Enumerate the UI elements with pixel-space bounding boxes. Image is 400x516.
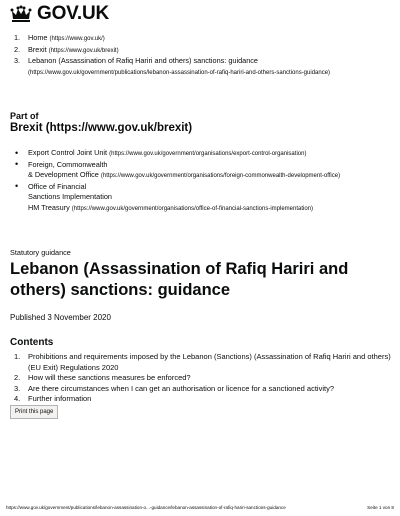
organisation-url: (https://www.gov.uk/government/organisations/foreign-commonwealth-development-office) xyxy=(100,173,341,179)
footer-url: https://www.gov.uk/government/publications/lebanon-assassination-o...-guidance/lebanon-assassination-of-rafiq-hariri-sanctions-guidance xyxy=(6,505,286,510)
print-page-button[interactable]: Print this page xyxy=(10,405,58,419)
contents-number: 2. xyxy=(14,373,21,382)
breadcrumb-item-brexit[interactable] xyxy=(12,45,394,57)
breadcrumb-item-current[interactable] xyxy=(12,56,394,78)
contents-list xyxy=(12,352,394,405)
breadcrumb-url: (https://www.gov.uk/government/publications/lebanon-assassination-of-rafiq-hariri-and-others-sanctions-guidance) xyxy=(28,69,331,76)
published-date: Published 3 November 2020 xyxy=(10,313,111,322)
contents-number: 3. xyxy=(14,383,21,393)
organisation-item[interactable] xyxy=(12,160,394,182)
organisation-name-line-2[interactable]: & Development Office xyxy=(28,170,99,179)
page-title: Lebanon (Assassination of Rafiq Hariri and others) sanctions: guidance xyxy=(10,260,349,299)
breadcrumb-url: (https://www.gov.uk/brexit) xyxy=(48,47,119,54)
breadcrumb-number: 1. xyxy=(14,33,21,42)
breadcrumb-item-home[interactable] xyxy=(12,33,394,45)
organisation-name[interactable]: • Foreign, Commonwealth xyxy=(28,159,108,169)
organisation-url: (https://www.gov.uk/government/organisations/export-control-organisation) xyxy=(109,151,307,157)
breadcrumb-number: 3. xyxy=(14,56,21,65)
contents-number: 4. xyxy=(14,394,21,403)
organisation-name[interactable]: • Office of Financial xyxy=(28,181,87,191)
footer-page-number: Seite 1 von 8 xyxy=(367,505,394,510)
contents-heading: Contents xyxy=(10,337,54,348)
contents-link[interactable]: How will these sanctions measures be enforced? xyxy=(28,373,191,382)
organisation-name-line-2[interactable]: Sanctions Implementation xyxy=(28,192,112,201)
breadcrumb-url: (https://www.gov.uk/) xyxy=(49,36,105,42)
organisation-item[interactable] xyxy=(12,148,394,160)
crown-icon xyxy=(10,5,32,23)
organisation-name-line-3[interactable]: HM Treasury xyxy=(28,202,70,212)
contents-item[interactable] xyxy=(12,394,394,405)
contents-item[interactable] xyxy=(12,352,394,373)
part-of-label: Part of xyxy=(10,111,39,121)
document-type: Statutory guidance xyxy=(10,248,71,257)
breadcrumb-label[interactable]: Lebanon (Assassination of Rafiq Hariri and others) sanctions: guidance xyxy=(28,56,258,65)
organisation-url: (https://www.gov.uk/government/organisations/office-of-financial-sanctions-implementation) xyxy=(71,205,314,212)
contents-link[interactable]: Further information xyxy=(28,394,92,403)
organisation-list xyxy=(12,148,394,214)
part-of-link[interactable]: Brexit (https://www.gov.uk/brexit) xyxy=(10,122,193,134)
organisation-item[interactable] xyxy=(12,182,394,215)
breadcrumb xyxy=(12,33,394,78)
contents-link[interactable]: Prohibitions and requirements imposed by the Lebanon (Sanctions) (Assassination of Rafiq Hariri and others) (EU Exit) Regulations 2020 xyxy=(28,352,391,372)
breadcrumb-label[interactable]: Brexit xyxy=(28,44,47,54)
contents-item[interactable] xyxy=(12,384,394,395)
contents-link[interactable]: Are there circumstances when I can get an authorisation or licence for a sanctioned activity? xyxy=(28,383,334,393)
breadcrumb-label[interactable]: Home xyxy=(28,33,48,42)
contents-item[interactable] xyxy=(12,373,394,384)
organisation-name[interactable]: Export Control Joint Unit xyxy=(28,148,108,157)
site-header xyxy=(10,3,109,25)
govuk-logo-text[interactable]: GOV.UK xyxy=(37,3,110,24)
contents-number: 1. xyxy=(14,352,21,361)
breadcrumb-number: 2. xyxy=(14,44,21,54)
print-footer xyxy=(6,505,394,510)
